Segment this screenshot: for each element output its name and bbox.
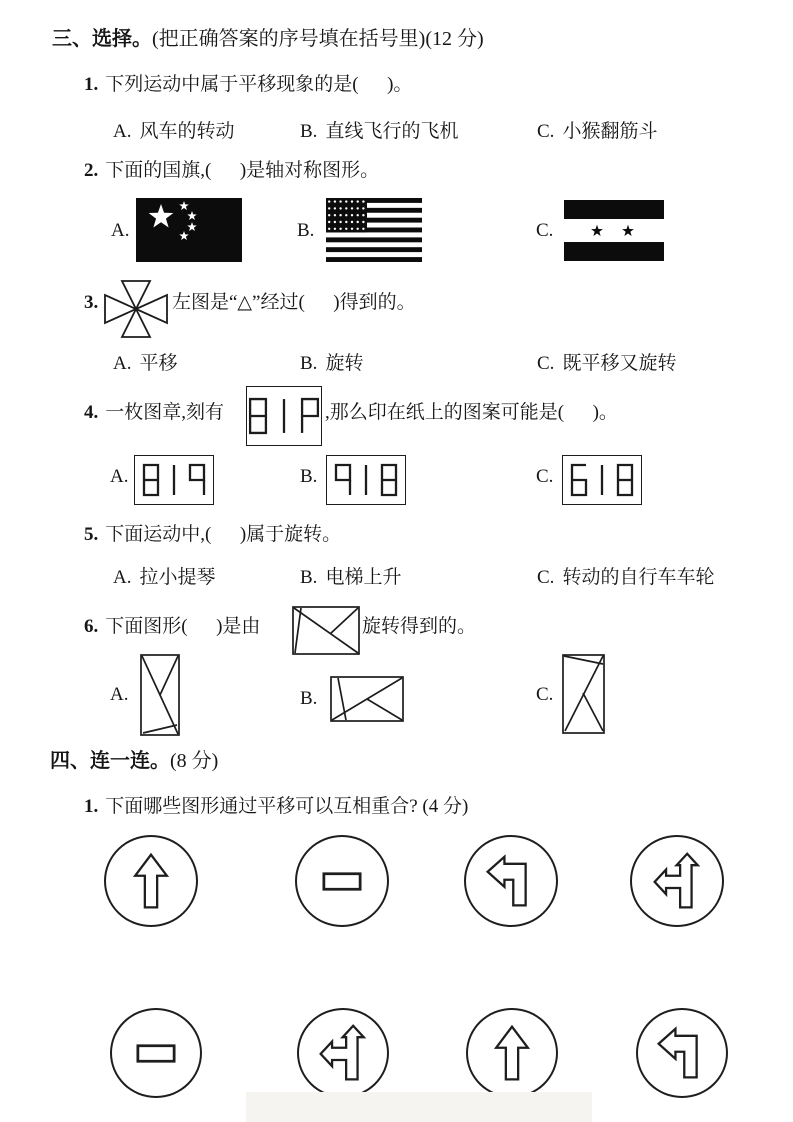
q3-option-a: A. 平移 [113,353,178,374]
q1-option-b: B. 直线飞行的飞机 [300,121,459,142]
q2-number: 2. [84,160,99,181]
q4-text-after: ,那么印在纸上的图案可能是( )。 [325,402,618,423]
q4-option-b-figure [326,455,406,505]
bar-sign-circle [295,835,389,927]
q5-option-b: B. 电梯上升 [300,567,402,588]
q1-text: 下列运动中属于平移现象的是( )。 [105,74,413,95]
question-2 [84,158,379,184]
section3-title-note: (把正确答案的序号填在括号里)(12 分) [152,28,484,50]
section4-title: 四、连一连。 [50,750,170,772]
q2-option-c-label: C. [536,220,554,241]
q6-option-b-figure [330,676,404,722]
question-5: 5. 下面运动中,( )属于旋转。 [84,524,342,545]
q4-option-a-figure [134,455,214,505]
q5-option-a: A. 拉小提琴 [113,567,216,588]
q3-text: 左图是“△”经过( )得到的。 [172,292,416,313]
up-arrow-sign-circle [466,1008,558,1098]
stamp-figure [246,386,322,446]
question-4: 4. 一枚图章,刻有 [84,402,225,423]
q3-option-b: B. 旋转 [300,353,364,374]
question-6: 6. 下面图形( )是由 [84,616,261,637]
bar-sign-circle [110,1008,202,1098]
question-1 [84,72,412,98]
q3-option-c: C. 既平移又旋转 [537,353,677,374]
q6-text-before: 下面图形( )是由 [105,616,261,637]
bar-sign-icon [322,872,362,891]
q4-text-before: 一枚图章,刻有 [105,402,225,423]
q6-reference-figure [292,606,360,655]
q4-option-b-label: B. [300,466,318,487]
section4-title-note: (8 分) [170,750,219,772]
q6-option-a-label: A. [110,684,129,705]
turn-left-sign-icon [485,854,538,909]
turn-left-sign-icon [656,1026,709,1081]
fork-up-left-sign-icon [652,852,703,910]
section4-question-1: 1. 下面哪些图形通过平移可以互相重合? (4 分) [84,796,469,817]
china-flag [136,198,242,262]
fork-up-left-sign-circle [630,835,724,927]
up-arrow-sign-circle [104,835,198,927]
s4-q1-text: 下面哪些图形通过平移可以互相重合? (4 分) [105,796,469,817]
section3-header [52,26,484,52]
pinwheel-of-triangles-figure [103,279,169,339]
q4-option-c-label: C. [536,466,554,487]
q1-number: 1. [84,74,99,95]
q1-option-a: A. 风车的转动 [113,121,235,142]
fork-up-left-sign-icon [318,1024,369,1082]
scan-shadow [246,1092,592,1122]
up-arrow-sign-icon [131,852,171,910]
usa-flag [326,198,422,262]
turn-left-sign-circle [464,835,558,927]
section3-title: 三、选择。 [52,28,152,50]
q1-option-c: C. 小猴翻筋斗 [537,121,658,142]
q4-option-c-figure [562,455,642,505]
syria-flag [564,200,664,261]
up-arrow-sign-icon [492,1024,532,1082]
q6-option-a-figure [140,654,180,736]
q6-option-c-label: C. [536,684,554,705]
question-3-number: 3. [84,292,99,313]
fork-up-left-sign-circle [297,1008,389,1098]
q6-option-c-figure [562,654,605,734]
bar-sign-icon [136,1044,176,1063]
q5-option-c: C. 转动的自行车车轮 [537,567,715,588]
q2-option-a-label: A. [111,220,130,241]
q4-option-a-label: A. [110,466,129,487]
section4-header [50,748,218,774]
q2-option-b-label: B. [297,220,315,241]
q6-text-after: 旋转得到的。 [362,616,477,637]
q6-option-b-label: B. [300,688,318,709]
q2-text: 下面的国旗,( )是轴对称图形。 [105,160,380,181]
turn-left-sign-circle [636,1008,728,1098]
q5-text: 下面运动中,( )属于旋转。 [105,524,342,545]
